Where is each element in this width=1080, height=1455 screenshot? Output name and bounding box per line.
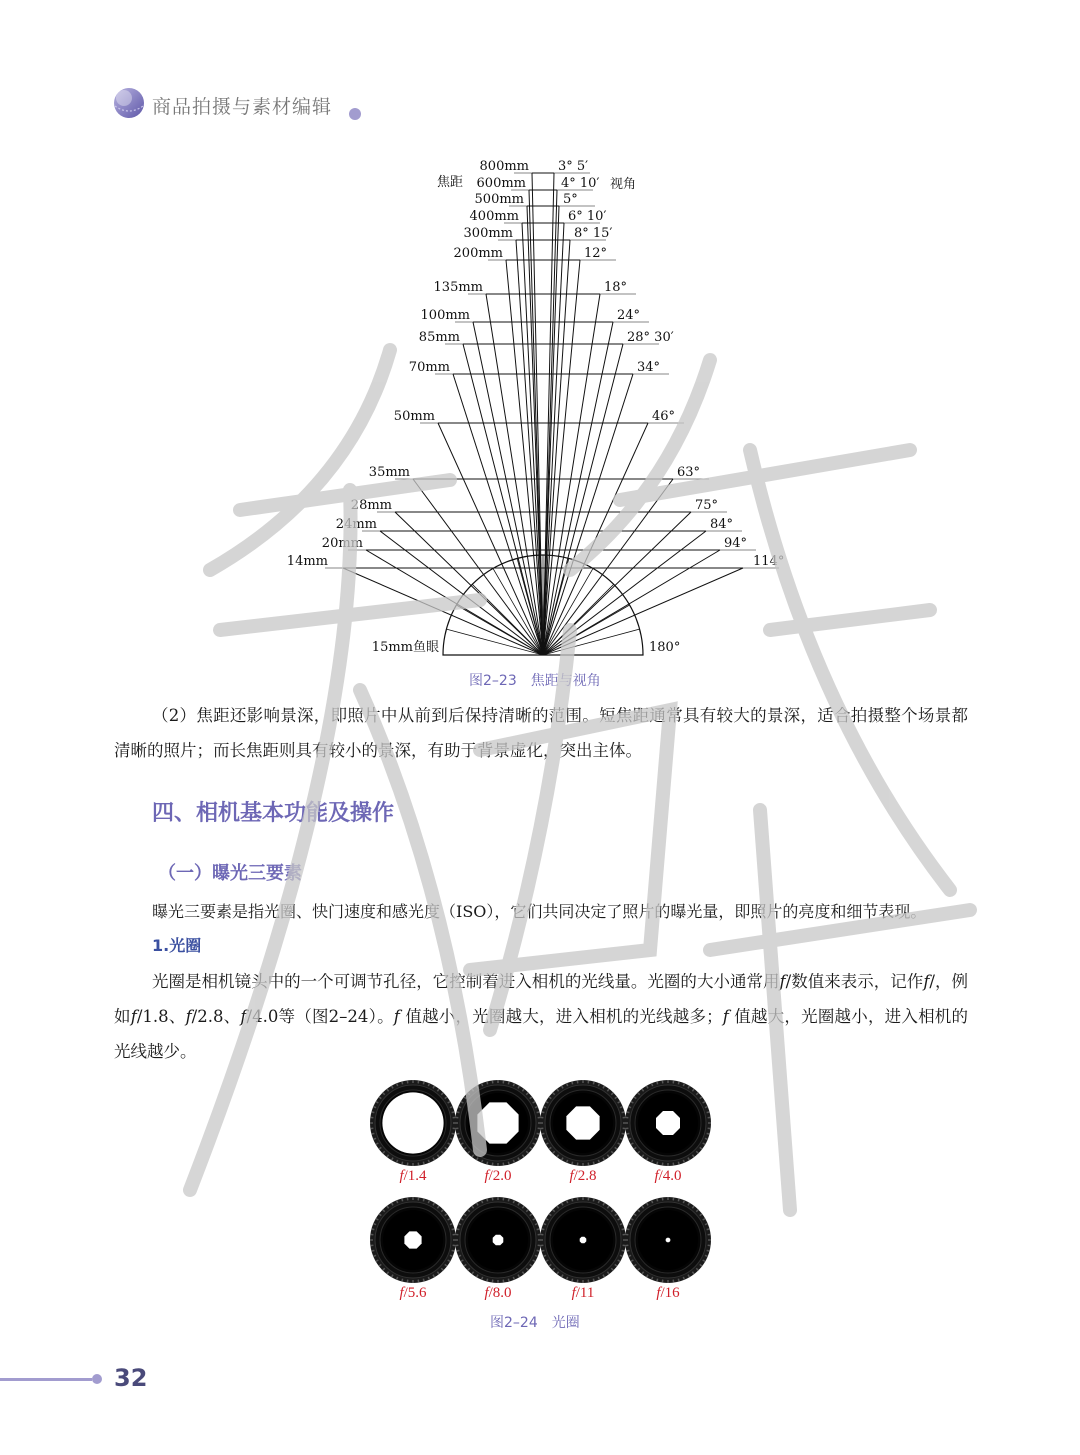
angle-label: 5° xyxy=(563,192,578,207)
fisheye-ray xyxy=(543,629,640,655)
figure-2-24-caption: 图2–24 光圈 xyxy=(490,1315,580,1331)
focal-length-label: 500mm xyxy=(474,192,524,207)
fov-ray xyxy=(543,479,673,655)
focal-length-label: 20mm xyxy=(321,536,363,551)
lens-aperture-image xyxy=(540,1080,626,1166)
focal-length-label: 300mm xyxy=(463,226,513,241)
aperture-f-label: f/2.0 xyxy=(484,1168,512,1184)
aperture-f-label: f/16 xyxy=(656,1285,680,1301)
angle-label: 114° xyxy=(753,554,785,569)
aperture-f-label: f/4.0 xyxy=(654,1168,682,1184)
running-header xyxy=(112,86,412,126)
focal-length-label: 15mm鱼眼 xyxy=(371,640,439,655)
focal-length-label: 70mm xyxy=(408,360,450,375)
aperture-f-label: f/8.0 xyxy=(484,1285,512,1301)
angle-label: 18° xyxy=(604,280,628,295)
aperture-f-label: f/11 xyxy=(571,1285,595,1301)
focal-length-label: 14mm xyxy=(286,554,328,569)
fisheye-ray xyxy=(543,568,593,655)
angle-label: 94° xyxy=(724,536,748,551)
aperture-f-label: f/1.4 xyxy=(399,1168,427,1184)
figure-2-23-caption: 图2–23 焦距与视角 xyxy=(469,673,601,689)
aperture-f-label: f/5.6 xyxy=(399,1285,427,1301)
focal-length-label: 35mm xyxy=(368,465,410,480)
page-number: 32 xyxy=(114,1364,148,1392)
moon-logo-icon xyxy=(112,86,146,120)
angle-label: 84° xyxy=(710,517,734,532)
focal-length-title: 焦距 xyxy=(437,175,464,190)
lens-aperture-image xyxy=(455,1080,541,1166)
fov-ray xyxy=(543,206,559,655)
section-title: 四、相机基本功能及操作 xyxy=(152,801,395,826)
focal-length-label: 600mm xyxy=(476,176,526,191)
fov-ray xyxy=(413,479,543,655)
focal-length-label: 50mm xyxy=(393,409,435,424)
header-dot xyxy=(349,108,361,120)
lens-aperture-image xyxy=(540,1197,626,1283)
focal-length-label: 28mm xyxy=(350,498,392,513)
paragraph-exposure: 曝光三要素是指光圈、快门速度和感光度（ISO），它们共同决定了照片的曝光量，即照片的亮度和细节表现。 xyxy=(152,902,927,921)
fov-ray xyxy=(543,173,554,655)
angle-label: 6° 10′ xyxy=(568,209,607,224)
focal-length-angle-diagram xyxy=(286,150,785,670)
fov-ray xyxy=(532,173,543,655)
item-title-aperture: 1.光圈 xyxy=(152,936,202,955)
focal-length-label: 200mm xyxy=(453,246,503,261)
fov-ray xyxy=(543,423,648,655)
angle-title: 视角 xyxy=(610,177,637,192)
angle-label: 24° xyxy=(617,308,641,323)
fov-ray xyxy=(527,206,543,655)
fov-ray xyxy=(395,512,543,655)
angle-label: 28° 30′ xyxy=(627,330,674,345)
angle-label: 63° xyxy=(677,465,701,480)
footer-line xyxy=(0,1378,92,1381)
paragraph-depth-of-field: （2）焦距还影响景深，即照片中从前到后保持清晰的范围。短焦距通常具有较大的景深，适合拍摄整个场景都清晰的照片；而长焦距则具有较小的景深，有助于背景虚化，突出主体。 xyxy=(114,706,968,760)
angle-label: 34° xyxy=(637,360,661,375)
angle-label: 180° xyxy=(649,640,681,655)
fisheye-ray xyxy=(493,568,543,655)
focal-length-label: 100mm xyxy=(420,308,470,323)
angle-label: 46° xyxy=(652,409,676,424)
focal-length-label: 400mm xyxy=(469,209,519,224)
fov-ray xyxy=(543,568,743,655)
lens-aperture-image xyxy=(625,1197,711,1283)
aperture-f-label: f/2.8 xyxy=(569,1168,597,1184)
fov-ray xyxy=(463,344,543,655)
focal-length-label: 800mm xyxy=(479,159,529,174)
focal-length-label: 24mm xyxy=(335,517,377,532)
focal-length-label: 85mm xyxy=(418,330,460,345)
angle-label: 8° 15′ xyxy=(574,226,613,241)
fisheye-ray xyxy=(446,629,543,655)
fov-ray xyxy=(543,512,691,655)
fov-ray xyxy=(543,344,623,655)
paragraph-aperture: 光圈是相机镜头中的一个可调节孔径，它控制着进入相机的光线量。光圈的大小通常用f/数值来表示，记作f/，例如f/1.8、f/2.8、f/4.0等（图2–24）。f 值越小，光圈越大，进入相机的光线越多；f 值越大，光圈越小，进入相机的光线越少。 xyxy=(114,972,969,1061)
footer-dot xyxy=(92,1374,102,1384)
focal-length-label: 135mm xyxy=(433,280,483,295)
subsection-title: （一）曝光三要素 xyxy=(158,863,302,884)
lens-aperture-image xyxy=(455,1197,541,1283)
angle-label: 4° 10′ xyxy=(561,176,600,191)
lens-aperture-image xyxy=(370,1197,456,1283)
lens-aperture-image xyxy=(370,1080,456,1166)
fov-ray xyxy=(438,423,543,655)
angle-label: 3° 5′ xyxy=(558,159,589,174)
book-title: 商品拍摄与素材编辑 xyxy=(152,96,333,118)
lens-aperture-image xyxy=(625,1080,711,1166)
angle-label: 12° xyxy=(584,246,608,261)
angle-label: 75° xyxy=(695,498,719,513)
